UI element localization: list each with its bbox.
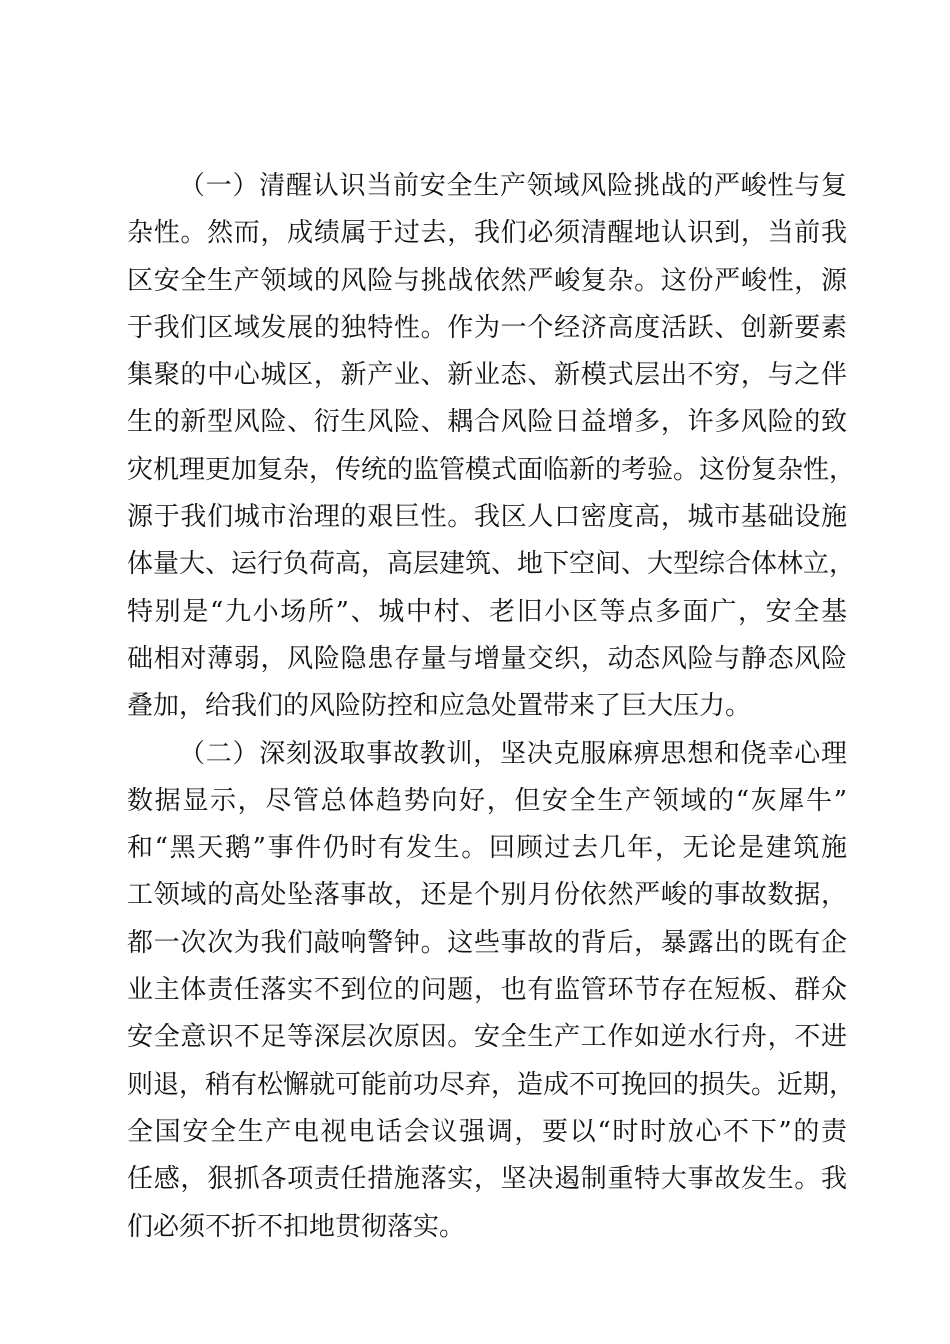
text-line: （二）深刻汲取事故教训，坚决克服麻痹思想和侥幸心理 — [179, 738, 847, 769]
text-line: 生的新型风险、衍生风险、耦合风险日益增多，许多风险的致 — [127, 407, 847, 438]
text-line: 则退，稍有松懈就可能前功尽弃，造成不可挽回的损失。近期， — [127, 1069, 856, 1100]
text-line: 源于我们城市治理的艰巨性。我区人口密度高，城市基础设施 — [127, 502, 847, 533]
text-line: 础相对薄弱，风险隐患存量与增量交织，动态风险与静态风险 — [127, 643, 847, 674]
text-line: 区安全生产领域的风险与挑战依然严峻复杂。这份严峻性，源 — [127, 265, 847, 296]
text-line: 们必须不折不扣地贯彻落实。 — [127, 1211, 466, 1242]
text-line: 数据显示，尽管总体趋势向好，但安全生产领域的“灰犀牛” — [127, 785, 847, 816]
text-line: 叠加，给我们的风险防控和应急处置带来了巨大压力。 — [127, 691, 752, 722]
text-line: （一）清醒认识当前安全生产领域风险挑战的严峻性与复 — [179, 171, 847, 201]
text-line: 集聚的中心城区，新产业、新业态、新模式层出不穷，与之伴 — [127, 360, 847, 391]
text-line: 安全意识不足等深层次原因。安全生产工作如逆水行舟，不进 — [127, 1022, 847, 1053]
paragraph-section-2 — [127, 731, 856, 1251]
text-line: 灾机理更加复杂，传统的监管模式面临新的考验。这份复杂性， — [127, 454, 856, 485]
text-line: 任感，狠抓各项责任措施落实，坚决遏制重特大事故发生。我 — [127, 1164, 847, 1195]
text-line: 体量大、运行负荷高，高层建筑、地下空间、大型综合体林立， — [127, 549, 856, 580]
text-line: 特别是“九小场所”、城中村、老旧小区等点多面广，安全基 — [127, 596, 847, 627]
paragraph-section-1 — [127, 163, 856, 731]
text-line: 杂性。然而，成绩属于过去，我们必须清醒地认识到，当前我 — [127, 218, 847, 249]
text-line: 全国安全生产电视电话会议强调，要以“时时放心不下”的责 — [127, 1116, 847, 1147]
text-line: 业主体责任落实不到位的问题，也有监管环节存在短板、群众 — [127, 975, 847, 1006]
text-line: 都一次次为我们敲响警钟。这些事故的背后，暴露出的既有企 — [127, 927, 847, 958]
text-line: 和“黑天鹅”事件仍时有发生。回顾过去几年，无论是建筑施 — [127, 833, 847, 864]
text-line: 于我们区域发展的独特性。作为一个经济高度活跃、创新要素 — [127, 312, 847, 343]
document-body — [127, 163, 856, 1251]
text-line: 工领域的高处坠落事故，还是个别月份依然严峻的事故数据， — [127, 880, 847, 911]
